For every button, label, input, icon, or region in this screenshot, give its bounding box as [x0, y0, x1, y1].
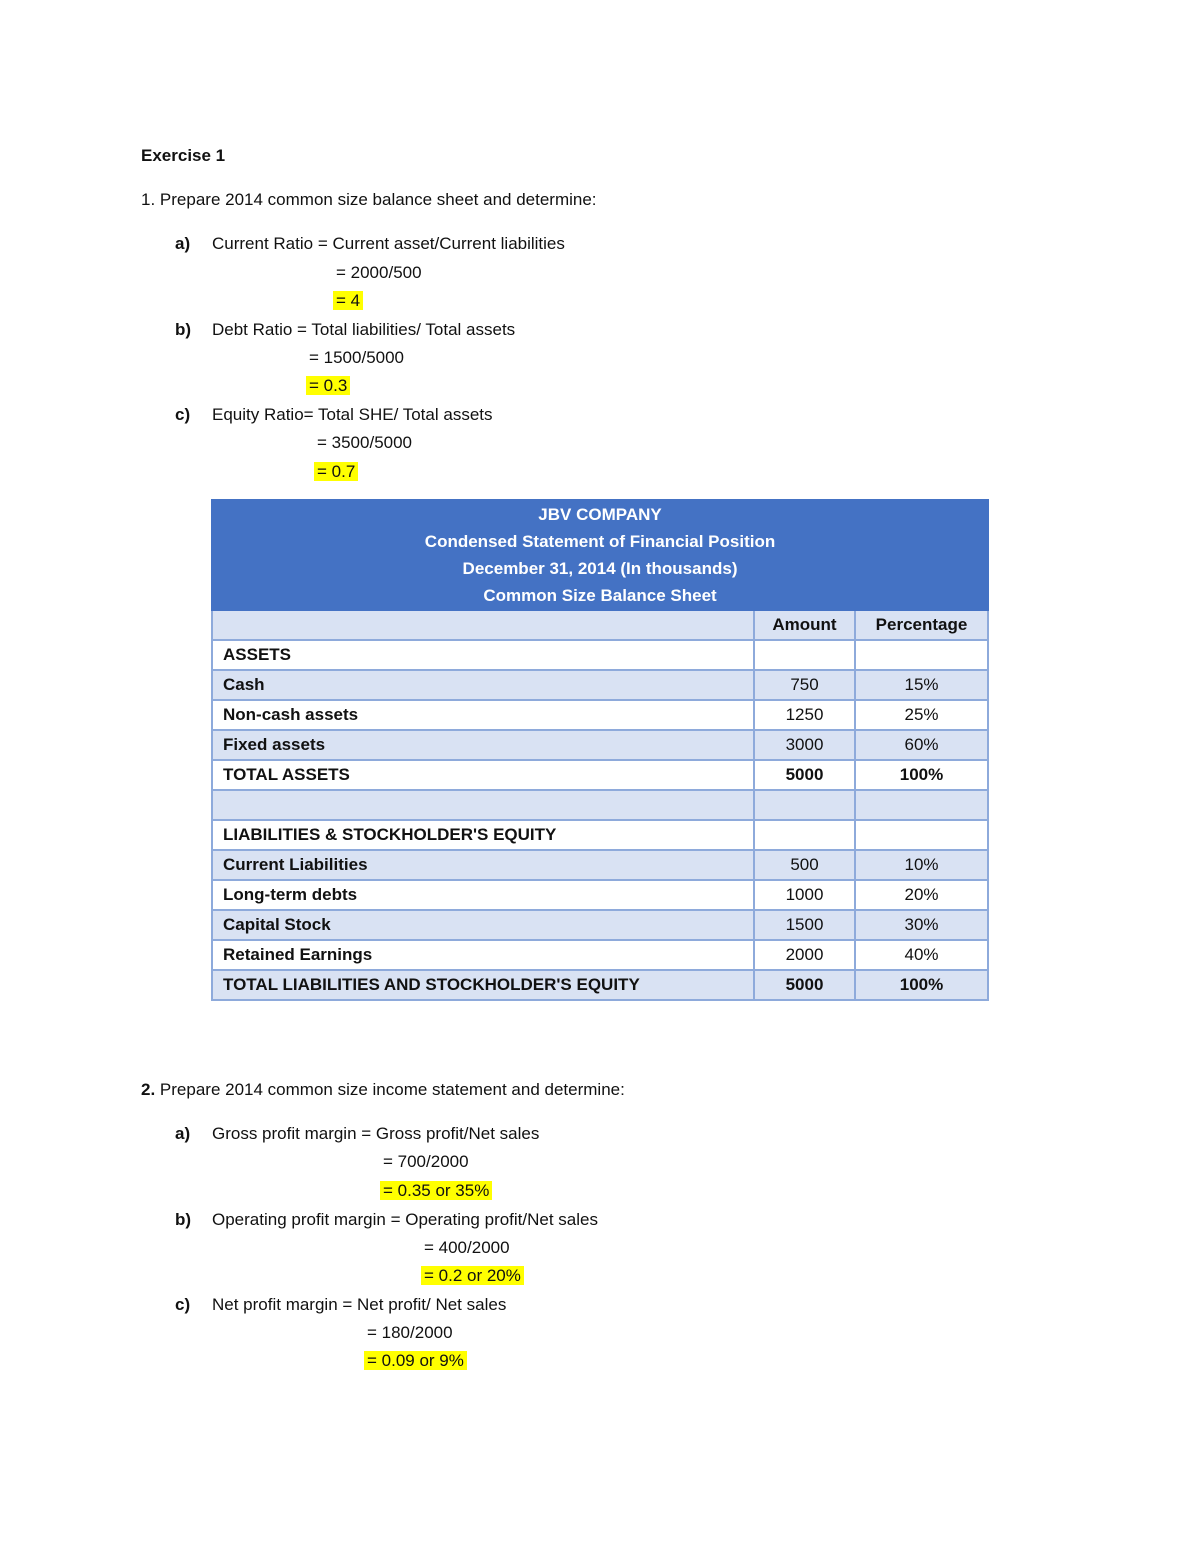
formula-debt-ratio: Debt Ratio = Total liabilities/ Total assets — [212, 320, 516, 339]
statement-date: December 31, 2014 (In thousands) — [462, 559, 738, 578]
item-letter: b) — [175, 1210, 192, 1229]
table-row — [212, 820, 988, 850]
balance-sheet-table — [211, 499, 989, 1001]
row-label: LIABILITIES & STOCKHOLDER'S EQUITY — [212, 820, 754, 850]
table-row-total — [212, 760, 988, 790]
item-letter: a) — [175, 234, 191, 253]
table-row — [212, 730, 988, 760]
exercise-title: Exercise 1 — [141, 146, 226, 165]
item-letter: a) — [175, 1124, 191, 1143]
table-title-block — [212, 500, 988, 610]
row-percentage: 100% — [855, 760, 988, 790]
row-percentage: 25% — [855, 700, 988, 730]
formula-equity-ratio: Equity Ratio= Total SHE/ Total assets — [212, 405, 493, 424]
formula-net-profit-margin: Net profit margin = Net profit/ Net sales — [212, 1295, 507, 1314]
row-label: Current Liabilities — [212, 850, 754, 880]
row-amount: 2000 — [754, 940, 855, 970]
row-label: Long-term debts — [212, 880, 754, 910]
step-net-profit-margin: = 180/2000 — [367, 1323, 453, 1342]
formula-gross-profit-margin: Gross profit margin = Gross profit/Net sales — [212, 1124, 540, 1143]
row-label: Cash — [212, 670, 754, 700]
row-percentage: 30% — [855, 910, 988, 940]
step-gross-profit-margin: = 700/2000 — [383, 1152, 469, 1171]
step-debt-ratio: = 1500/5000 — [309, 348, 405, 367]
row-label: Non-cash assets — [212, 700, 754, 730]
row-amount — [754, 640, 855, 670]
row-amount: 1500 — [754, 910, 855, 940]
column-header-percentage: Percentage — [855, 610, 988, 640]
row-percentage: 100% — [855, 970, 988, 1000]
step-current-ratio: = 2000/500 — [336, 263, 422, 282]
row-percentage: 15% — [855, 670, 988, 700]
row-amount: 500 — [754, 850, 855, 880]
row-percentage — [855, 640, 988, 670]
question-1 — [141, 189, 597, 211]
row-amount — [754, 790, 855, 820]
item-letter: b) — [175, 320, 192, 339]
answer-net-profit-margin: = 0.09 or 9% — [364, 1351, 467, 1370]
row-percentage — [855, 820, 988, 850]
question-number: 1. — [141, 190, 156, 209]
question-2 — [141, 1079, 625, 1101]
table-header-row — [212, 500, 988, 610]
row-label: Retained Earnings — [212, 940, 754, 970]
row-amount: 5000 — [754, 760, 855, 790]
column-header-amount: Amount — [754, 610, 855, 640]
table-row — [212, 940, 988, 970]
table-row — [212, 910, 988, 940]
table-row — [212, 880, 988, 910]
item-letter: c) — [175, 405, 191, 424]
table-row — [212, 700, 988, 730]
row-label: TOTAL ASSETS — [212, 760, 754, 790]
row-percentage: 60% — [855, 730, 988, 760]
statement-subtitle: Common Size Balance Sheet — [483, 586, 717, 605]
row-label: Capital Stock — [212, 910, 754, 940]
question-text: Prepare 2014 common size balance sheet and determine: — [159, 190, 597, 209]
item-letter: c) — [175, 1295, 191, 1314]
table-row-spacer — [212, 790, 988, 820]
answer-operating-profit-margin: = 0.2 or 20% — [421, 1266, 524, 1285]
step-operating-profit-margin: = 400/2000 — [424, 1238, 510, 1257]
row-amount: 1250 — [754, 700, 855, 730]
row-percentage: 10% — [855, 850, 988, 880]
table-row-total — [212, 970, 988, 1000]
table-row — [212, 640, 988, 670]
company-name: JBV COMPANY — [538, 505, 662, 524]
row-amount: 5000 — [754, 970, 855, 1000]
formula-current-ratio: Current Ratio = Current asset/Current liabilities — [212, 234, 565, 253]
table-row — [212, 670, 988, 700]
question-text: Prepare 2014 common size income statement and determine: — [159, 1080, 625, 1099]
answer-current-ratio: = 4 — [333, 291, 363, 310]
answer-gross-profit-margin: = 0.35 or 35% — [380, 1181, 492, 1200]
row-percentage: 20% — [855, 880, 988, 910]
question-number: 2. — [141, 1080, 156, 1099]
row-percentage — [855, 790, 988, 820]
answer-debt-ratio: = 0.3 — [306, 376, 350, 395]
column-header-row — [212, 610, 988, 640]
column-header-label — [212, 610, 754, 640]
statement-name: Condensed Statement of Financial Position — [424, 532, 776, 551]
row-label: ASSETS — [212, 640, 754, 670]
row-label: Fixed assets — [212, 730, 754, 760]
row-amount: 1000 — [754, 880, 855, 910]
answer-equity-ratio: = 0.7 — [314, 462, 358, 481]
row-label: TOTAL LIABILITIES AND STOCKHOLDER'S EQUITY — [212, 970, 754, 1000]
row-amount: 750 — [754, 670, 855, 700]
row-amount — [754, 820, 855, 850]
row-label — [212, 790, 754, 820]
table-row — [212, 850, 988, 880]
row-percentage: 40% — [855, 940, 988, 970]
row-amount: 3000 — [754, 730, 855, 760]
step-equity-ratio: = 3500/5000 — [317, 433, 413, 452]
formula-operating-profit-margin: Operating profit margin = Operating profit/Net sales — [212, 1210, 598, 1229]
